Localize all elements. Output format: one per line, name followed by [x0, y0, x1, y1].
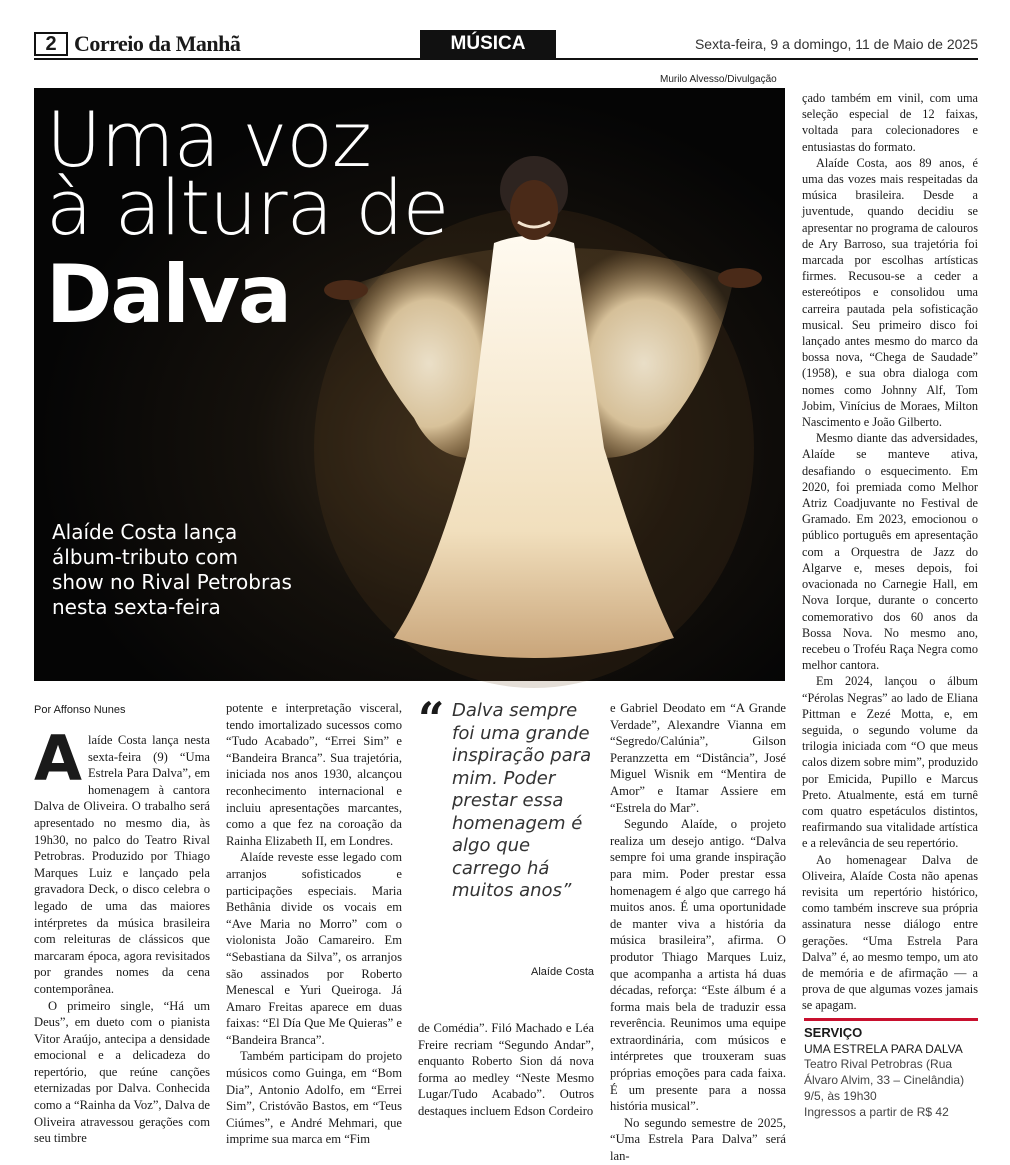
service-venue: Teatro Rival Petrobras (Rua Álvaro Alvim, 33 – Cinelândia)	[804, 1057, 965, 1087]
paragraph: Segundo Alaíde, o projeto realiza um desejo antigo. “Dalva sempre foi uma grande inspiração para mim. Poder prestar essa homenagem é algo que carrego há muitos anos. É uma oportunidade de manter viva a história da música brasileira”, afirma. O produtor Thiago Marques Luiz, que acompanha a artista há duas décadas, reforça: “Este álbum é a forma mais bela de traduzir essa reverência. Reunimos uma equipe extraordinária, com músicos e intérpretes que trouxeram suas próprias emoções para cada faixa. É um presente para a nossa história musical”.	[610, 817, 786, 1114]
paragraph: de Comédia”. Filó Machado e Léa Freire recriam “Segundo Andar”, enquanto Roberto Sion dá nova forma ao medley “Neste Mesmo Lugar/Tudo Acabado”. Outros destaques incluem Edson Cordeiro	[418, 1021, 594, 1118]
drop-cap: A	[34, 722, 82, 795]
photo-credit: Murilo Alvesso/Divulgação	[660, 74, 777, 85]
quote-mark-icon: “	[418, 692, 445, 746]
paragraph: laíde Costa lança nesta sexta-feira (9) “Uma Estrela Para Dalva”, em homenagem à cantora Dalva de Oliveira. O trabalho será apresentado no mesmo dia, às 19h30, no palco do Teatro Rival Petrobras. Produzido por Thiago Marques Luiz e lançado pela gravadora Deck, o disco celebra o legado de uma das maiores intérpretes da música brasileira com releituras de clássicos que marcaram época, agora revisitados por grandes nomes da cena contemporânea.	[34, 733, 210, 996]
paragraph: potente e interpretação visceral, tendo imortalizado sucessos como “Tudo Acabado”, “Errei Sim” e “Bandeira Branca”. Sua trajetória, iniciada nos anos 1930, alcançou reconhecimento internacional e incluiu apresentações marcantes, como a que fez na coroação da Rainha Elizabeth II, em Londres.	[226, 701, 402, 848]
service-title: SERVIÇO	[804, 1025, 863, 1040]
issue-date: Sexta-feira, 9 a domingo, 11 de Maio de 2025	[694, 36, 978, 52]
paragraph: çado também em vinil, com uma seleção especial de 12 faixas, voltada para colecionadores e entusiastas do formato.	[802, 91, 978, 154]
paragraph: Mesmo diante das adversidades, Alaíde se manteve ativa, desafiando o esquecimento. Em 2020, foi premiada como Melhor Atriz Coadjuvante no Festival de Gramado. Em 2023, emocionou o público português em apresentação com a Orquestra de Jazz do Algarve e, meses depois, foi ovacionada no Carnegie Hall, em Nova Iorque, durante o concerto comemorativo dos 60 anos da Bossa Nova. No mesmo ano, recebeu o Troféu Raça Negra como melhor cantora.	[802, 431, 978, 673]
page-number: 2	[34, 32, 68, 56]
article-column-1	[34, 722, 210, 1147]
headline-line-2: à altura de	[46, 163, 449, 252]
paragraph: Em 2024, lançou o álbum “Pérolas Negras” ao lado de Eliana Pittman e Zezé Motta, e, em seguida, o segundo volume da trilogia iniciada com “O que meus calos dizem sobre mim”, produzido por Emicida, Pupillo e Marcus Preto. Atualmente, está em turnê com quatro espetáculos distintos, reafirmando sua vitalidade artística e a relevância de seu repertório.	[802, 674, 978, 851]
subheadline: Alaíde Costa lança álbum-tributo com show no Rival Petrobras nesta sexta-feira	[52, 520, 292, 619]
paragraph: Alaíde reveste esse legado com arranjos sofisticados e participações especiais. Maria Bethânia divide os vocais em “Ave Maria no Morro” com o violonista João Camareiro. Em “Sebastiana da Silva”, os arranjos são assinados por Roberto Menescal e Yuri Queiroga. Já Amaro Freitas aparece em duas faixas: “El Día Que Me Quieras” e “Bandeira Branca”.	[226, 850, 402, 1047]
service-box	[804, 1018, 978, 1120]
paragraph: O primeiro single, “Há um Deus”, em dueto com o pianista Vitor Araújo, antecipa a densidade emocional e a delicadeza do repertório, que reúne canções eternizadas por Dalva. Conhecida como a “Rainha da Voz”, Dalva de Oliveira atravessou gerações com seu timbre	[34, 998, 210, 1146]
service-tickets: Ingressos a partir de R$ 42	[804, 1105, 949, 1119]
quote-text: Dalva sempre foi uma grande inspiração para mim. Poder prestar essa homenagem é algo que carrego há muitos anos”	[452, 700, 592, 901]
paragraph: Ao homenagear Dalva de Oliveira, Alaíde Costa não apenas revisita um repertório histórico, como também inscreve sua própria assinatura nesse diálogo entre gerações. “Uma Estrela Para Dalva” é, ao mesmo tempo, um ato de memória e de afirmação — a prova de que algumas vozes jamais se apagam.	[802, 852, 978, 1013]
paragraph: Também participam do projeto músicos como Guinga, em “Bom Dia”, Antonio Adolfo, em “Errei Sim”, Cristóvão Bastos, em “Teus Ciúmes”, e André Mehmari, que imprime sua marca em “Fim	[226, 1049, 402, 1147]
hero-photo	[34, 88, 785, 681]
article-column-4	[610, 700, 786, 1165]
byline: Por Affonso Nunes	[34, 704, 126, 716]
paragraph: e Gabriel Deodato em “A Grande Verdade”, Alexandre Vianna em “Segredo/Calúnia”, Gilson Peranzzetta em “Distância”, José Miguel Wisnik em “Mentira de Amor” e Itamar Assiere em “Estrela do Mar”.	[610, 701, 786, 815]
quote-author: Alaíde Costa	[531, 966, 594, 978]
headline	[46, 95, 449, 252]
page-header	[34, 30, 978, 60]
headline-line-1: Uma voz	[46, 95, 371, 184]
paragraph: Alaíde Costa, aos 89 anos, é uma das vozes mais respeitadas da música brasileira. Desde a juventude, quando decidiu se apresentar no programa de calouros de Ary Barroso, sua trajetória foi marcada por escolhas artísticas firmes. Recusou-se a ceder a estereótipos e consolidou uma carreira pautada pela sofisticação musical. Seu primeiro disco foi lançado antes mesmo do marco da bossa nova, “Chega de Saudade” (1958), e sua obra dialoga com nomes como Johnny Alf, Tom Jobim, Vinícius de Moraes, Milton Nascimento e João Gilberto.	[802, 155, 978, 430]
paragraph: No segundo semestre de 2025, “Uma Estrela Para Dalva” será lan-	[610, 1115, 786, 1164]
service-date-time: 9/5, às 19h30	[804, 1089, 877, 1103]
article-column-3	[418, 1020, 594, 1120]
section-label: MÚSICA	[420, 30, 556, 58]
headline-emphasis: Dalva	[46, 248, 290, 341]
newspaper-name: Correio da Manhã	[74, 31, 241, 56]
service-show-name: UMA ESTRELA PARA DALVA	[804, 1042, 963, 1056]
article-column-2	[226, 700, 402, 1148]
article-column-5	[802, 90, 978, 1014]
